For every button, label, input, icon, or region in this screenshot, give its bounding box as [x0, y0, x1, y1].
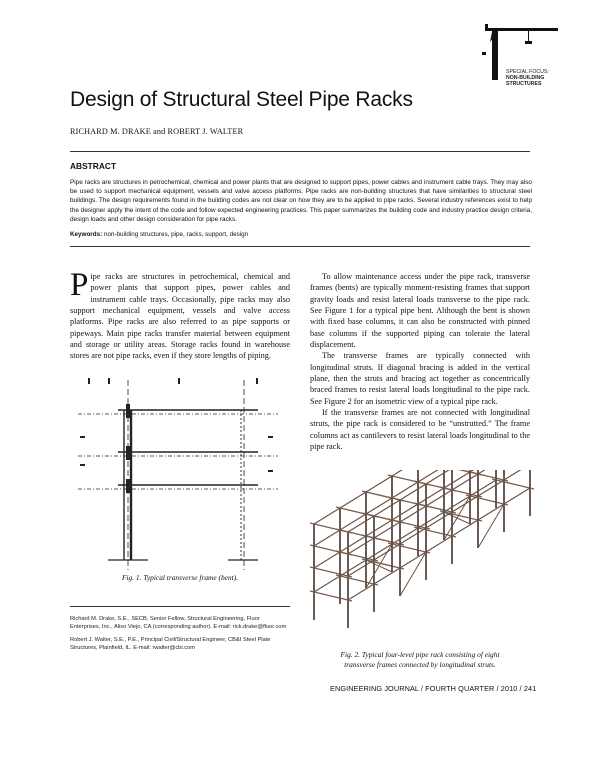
author-note: Richard M. Drake, S.E., SECB, Senior Fellow, Structural Engineering, Fluor Enterprises, Inc., Aliso Viejo, CA (corresponding author). E-mail: rick.drake@fluor.com	[70, 616, 287, 631]
author-note: Robert J. Walter, S.E., P.E., Principal Civil/Structural Engineer, CB&I Steel Plate Structures, Plainfield, IL. E-mail: rwalter@cbi.com	[70, 636, 271, 652]
special-focus-tag	[478, 22, 578, 102]
abstract-heading: ABSTRACT	[70, 161, 117, 171]
rack-member	[348, 470, 530, 554]
rack-member	[478, 504, 504, 548]
special-focus-label	[506, 69, 549, 87]
rack-member	[366, 560, 392, 572]
figure-2-caption	[310, 650, 530, 670]
special-focus-line: SPECIAL FOCUS:	[506, 69, 549, 75]
rack-member	[348, 488, 530, 600]
drop-cap: P	[70, 267, 89, 303]
special-focus-topic-line: STRUCTURES	[506, 81, 542, 87]
divider	[70, 151, 530, 152]
rack-member	[310, 591, 352, 601]
rack-member	[466, 471, 508, 481]
body-paragraph: If the transverse frames are not connected with longitudinal struts, the pipe rack is considered to be “unstrutted.” The frame columns act as cantilevers to resist lateral loads longitudinal to the pipe rack.	[310, 408, 530, 452]
body-column-left	[70, 267, 290, 362]
keywords	[70, 231, 248, 238]
figure-2-caption-line: Fig. 2. Typical four-level pipe rack consisting of eight	[340, 650, 500, 659]
figure-1-transverse-frame-drawing	[78, 374, 278, 572]
keywords-label: Keywords:	[70, 231, 103, 238]
figure-1-caption: Fig. 1. Typical transverse frame (bent).	[121, 573, 239, 582]
rack-member	[400, 552, 426, 596]
author-notes	[70, 615, 290, 657]
keywords-value: non-building structures, pipe, racks, support, design	[102, 231, 249, 238]
rack-member	[444, 512, 470, 524]
tower-crane-icon	[478, 22, 578, 102]
article-title: Design of Structural Steel Pipe Racks	[70, 88, 413, 111]
article-authors: RICHARD M. DRAKE and ROBERT J. WALTER	[70, 127, 244, 136]
figure-2-caption-line: transverse frames connected by longitudinal struts.	[344, 660, 496, 669]
body-paragraph: ipe racks are structures in petrochemical, chemical and power plants that support pipes, power cables and instrument cable trays. Occasionally, pipe racks may also support mechanical equipment, vessels and valve access platforms. Pipe racks are also referred to as pipe supports or pipeways. Main pipe racks transfer material between equipment and storage or utility areas. Storage racks found in warehouse stores are not pipe racks, even if they store lengths of piping.	[70, 272, 290, 361]
body-paragraph: To allow maintenance access under the pipe rack, transverse frames (bents) are typically moment-resisting frames that support gravity loads and resist lateral loads transverse to the pipe rack. See Figure 1 for a typical pipe bent. Although the bent is shown with fixed base columns, it can also be constructed with pinned base columns if the supported piping can tolerate the lateral displacement.	[310, 272, 530, 350]
rack-member	[336, 575, 378, 585]
body-column-right	[310, 271, 530, 453]
body-paragraph: The transverse frames are typically connected with longitudinal struts. If diagonal bracing is added in the vertical plane, then the struts and bracing act together as concentrically braced frames to resist lateral loads longitudinal to the pipe rack. See Figure 2 for an isometric view of a typical pipe rack.	[310, 351, 530, 406]
figure-2-isometric-pipe-rack-drawing	[304, 470, 536, 642]
page-footer: ENGINEERING JOURNAL / FOURTH QUARTER / 2010 / 241	[330, 684, 537, 693]
divider	[70, 246, 530, 247]
abstract-text: Pipe racks are structures in petrochemical, chemical and power plants that are designed to support pipes, power cables and instrument cable trays. They may also be used to support mechanical equipment, vessels and valve access platforms. Pipe racks are non-building structures that have similarities to structural steel buildings. The design requirements found in the building codes are not clear on how they are to be applied to pipe racks. Several industry references exist to help the designer apply the intent of the code and follow expected engineering practices. This paper summarizes the building code and industry practice design criteria, design loads and other design consideration for pipe racks.	[70, 179, 532, 223]
divider	[70, 606, 290, 607]
special-focus-topic-line: NON-BUILDING	[506, 75, 545, 81]
rack-member	[440, 470, 482, 475]
